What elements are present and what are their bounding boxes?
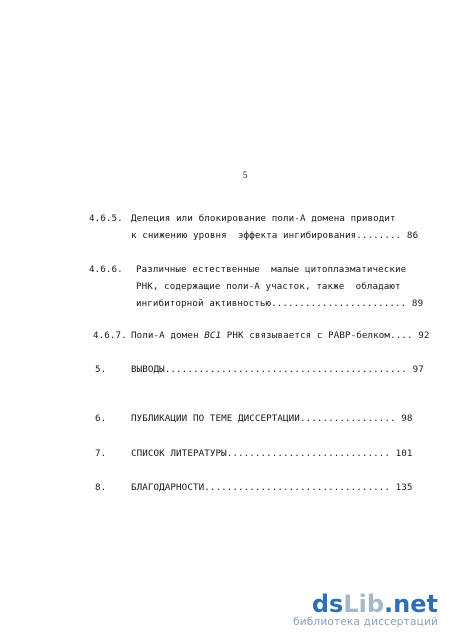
toc-text-4-6-7-italic: BC1: [204, 330, 222, 341]
toc-text-8: БЛАГОДАРНОСТИ................................. 135: [131, 482, 413, 493]
toc-text-4-6-6-line2: РНК, содержащие поли-А участок, также обладают: [136, 281, 401, 292]
toc-text-4-6-7-pre: Поли-А домен: [131, 330, 205, 341]
toc-number-4-6-7: 4.6.7.: [93, 330, 127, 341]
toc-text-4-6-7: [131, 330, 429, 341]
toc-text-7: СПИСОК ЛИТЕРАТУРЫ............................. 101: [131, 448, 413, 459]
dslib-logo: dsLib.net: [311, 590, 438, 618]
page-number: 5: [242, 170, 248, 180]
dslib-watermark[interactable]: [293, 592, 438, 628]
toc-text-4-6-6-line1: Различные естественные малые цитоплазматические: [136, 264, 407, 275]
toc-text-4-6-7-post: РНК связывается с PABP-белком.... 92: [221, 330, 430, 341]
toc-text-4-6-5-line2: к снижению уровня эффекта ингибирования........ 86: [131, 230, 419, 241]
toc-number-8: 8.: [95, 482, 107, 493]
toc-number-6: 6.: [95, 413, 107, 424]
toc-text-6: ПУБЛИКАЦИИ ПО ТЕМЕ ДИССЕРТАЦИИ................. 98: [131, 413, 413, 424]
toc-number-4-6-6: 4.6.6.: [89, 264, 123, 275]
toc-number-4-6-5: 4.6.5.: [89, 213, 123, 224]
dslib-subtitle: библиотека диссертаций: [293, 616, 438, 628]
toc-number-7: 7.: [95, 448, 107, 459]
toc-text-4-6-5-line1: Делеция или блокирование поли-А домена приводит: [131, 213, 396, 224]
toc-text-4-6-6-line3: ингибиторной активностью........................ 89: [136, 298, 424, 309]
toc-text-5: ВЫВОДЫ........................................... 97: [131, 364, 424, 375]
toc-number-5: 5.: [95, 364, 107, 375]
